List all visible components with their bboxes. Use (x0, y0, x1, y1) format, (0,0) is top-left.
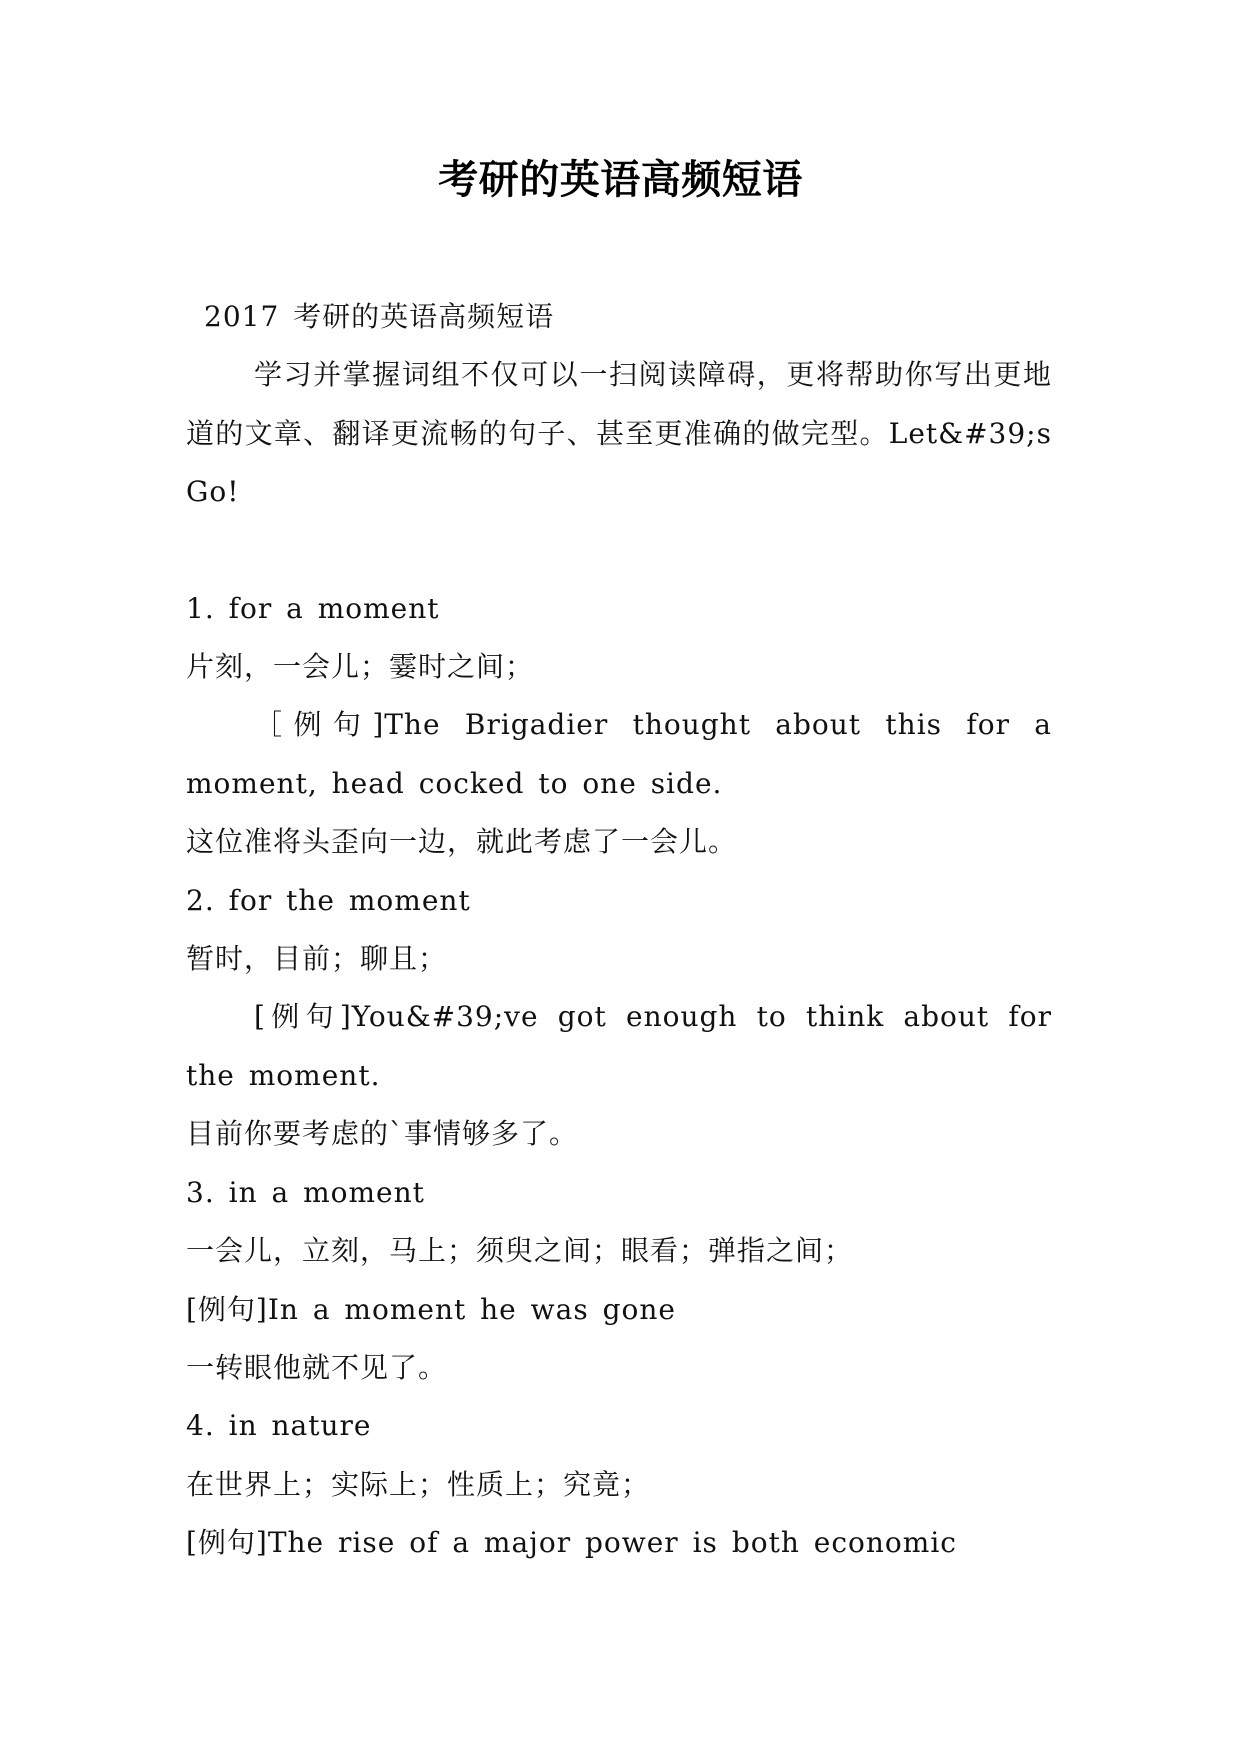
intro-paragraph: 学习并掌握词组不仅可以一扫阅读障碍，更将帮助你写出更地道的文章、翻译更流畅的句子、甚至更准确的做完型。Let&#39;s Go! (186, 358, 1052, 509)
entry-meaning: 在世界上；实际上；性质上；究竟； (186, 1467, 651, 1501)
entry-example: [例句]The rise of a major power is both economic (186, 1526, 957, 1560)
entry-heading: 3. in a moment (186, 1175, 425, 1209)
entry-example: [例句]You&#39;ve got enough to think about for the moment. (186, 1000, 1052, 1092)
entry-heading: 1. for a moment (186, 591, 440, 625)
entry-heading: 4. in nature (186, 1409, 372, 1443)
document-subtitle: 2017 考研的英语高频短语 (204, 300, 555, 333)
entry-example: ［例句]The Brigadier thought about this for a moment, head cocked to one side. (186, 708, 1052, 800)
entry-translation: 这位准将头歪向一边，就此考虑了一会儿。 (186, 825, 738, 859)
section-spacer (186, 522, 1052, 580)
entry-meaning: 片刻，一会儿；霎时之间； (186, 650, 535, 684)
entry-heading: 2. for the moment (186, 883, 471, 917)
entry-meaning: 一会儿，立刻，马上；须臾之间；眼看；弹指之间； (186, 1234, 854, 1268)
page-title: 考研的英语高频短语 (438, 156, 803, 203)
entry-translation: 目前你要考虑的`事情够多了。 (186, 1117, 579, 1151)
entry-translation: 一转眼他就不见了。 (186, 1350, 448, 1384)
entry-meaning: 暂时，目前；聊且； (186, 942, 448, 976)
entry-example: [例句]In a moment he was gone (186, 1292, 676, 1326)
document-body (186, 288, 1052, 1573)
